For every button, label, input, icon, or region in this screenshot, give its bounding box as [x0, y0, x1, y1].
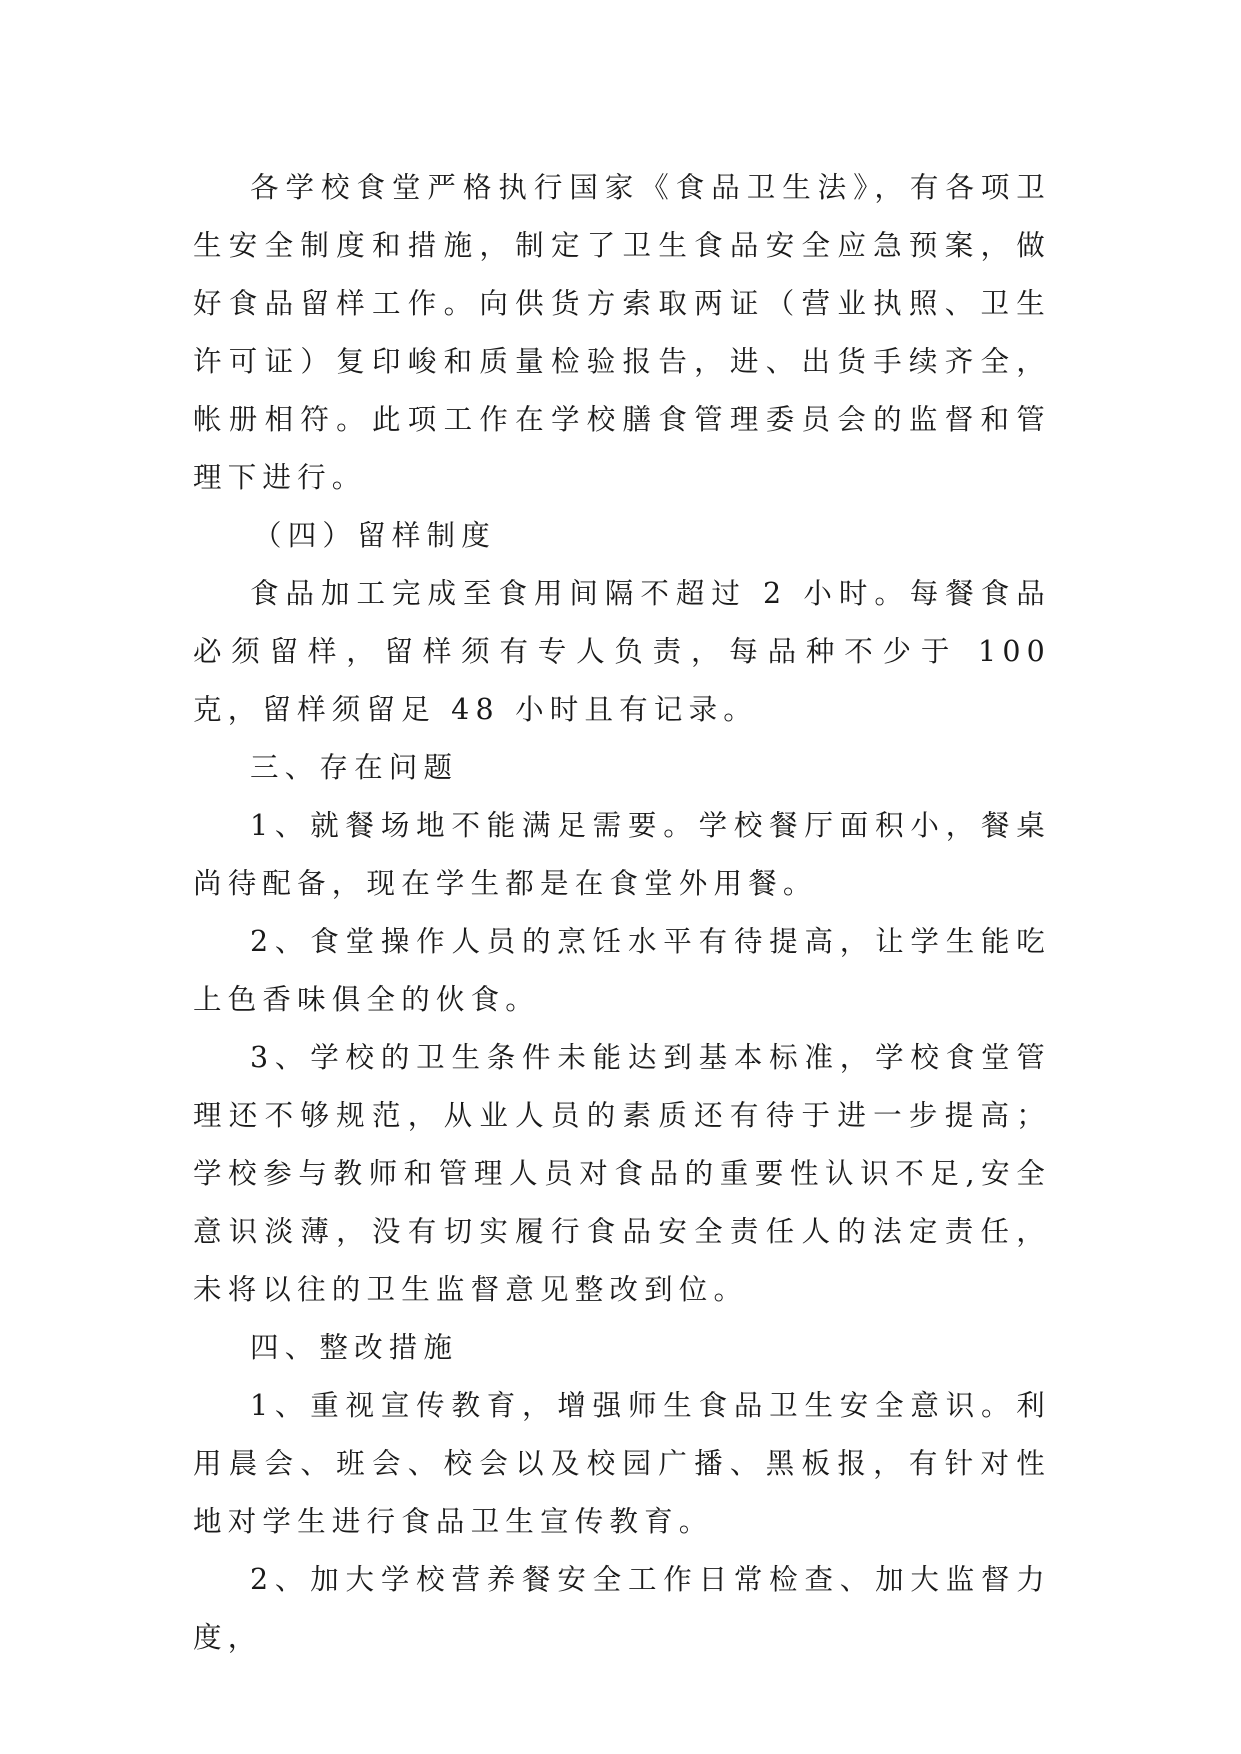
paragraph-problem-2: 2、食堂操作人员的烹饪水平有待提高，让学生能吃上色香味俱全的伙食。	[193, 925, 1051, 1016]
paragraph-problem-1: 1、就餐场地不能满足需要。学校餐厅面积小，餐桌尚待配备，现在学生都是在食堂外用餐。	[193, 809, 1051, 900]
section-heading-rectification: 四、整改措施	[250, 1331, 459, 1364]
document-body	[193, 159, 1051, 1667]
paragraph-sample-retention: 食品加工完成至食用间隔不超过 2 小时。每餐食品必须留样，留样须有专人负责，每品种不少于 100 克，留样须留足 48 小时且有记录。	[193, 577, 1051, 726]
section-heading-existing-problems: 三、存在问题	[250, 751, 459, 784]
paragraph-problem-3: 3、学校的卫生条件未能达到基本标准，学校食堂管理还不够规范，从业人员的素质还有待于进一步提高；学校参与教师和管理人员对食品的重要性认识不足,安全意识淡薄，没有切实履行食品安全责任人的法定责任，未将以往的卫生监督意见整改到位。	[193, 1041, 1051, 1306]
section-heading-sample-retention: （四）留样制度	[253, 519, 496, 552]
paragraph-food-safety-measures: 各学校食堂严格执行国家《食品卫生法》，有各项卫生安全制度和措施，制定了卫生食品安全应急预案，做好食品留样工作。向供货方索取两证（营业执照、卫生许可证）复印峻和质量检验报告，进、出货手续齐全，帐册相符。此项工作在学校膳食管理委员会的监督和管理下进行。	[193, 171, 1051, 494]
paragraph-rectification-2: 2、加大学校营养餐安全工作日常检查、加大监督力度，	[193, 1563, 1051, 1654]
paragraph-rectification-1: 1、重视宣传教育，增强师生食品卫生安全意识。利用晨会、班会、校会以及校园广播、黑板报，有针对性地对学生进行食品卫生宣传教育。	[193, 1389, 1051, 1538]
